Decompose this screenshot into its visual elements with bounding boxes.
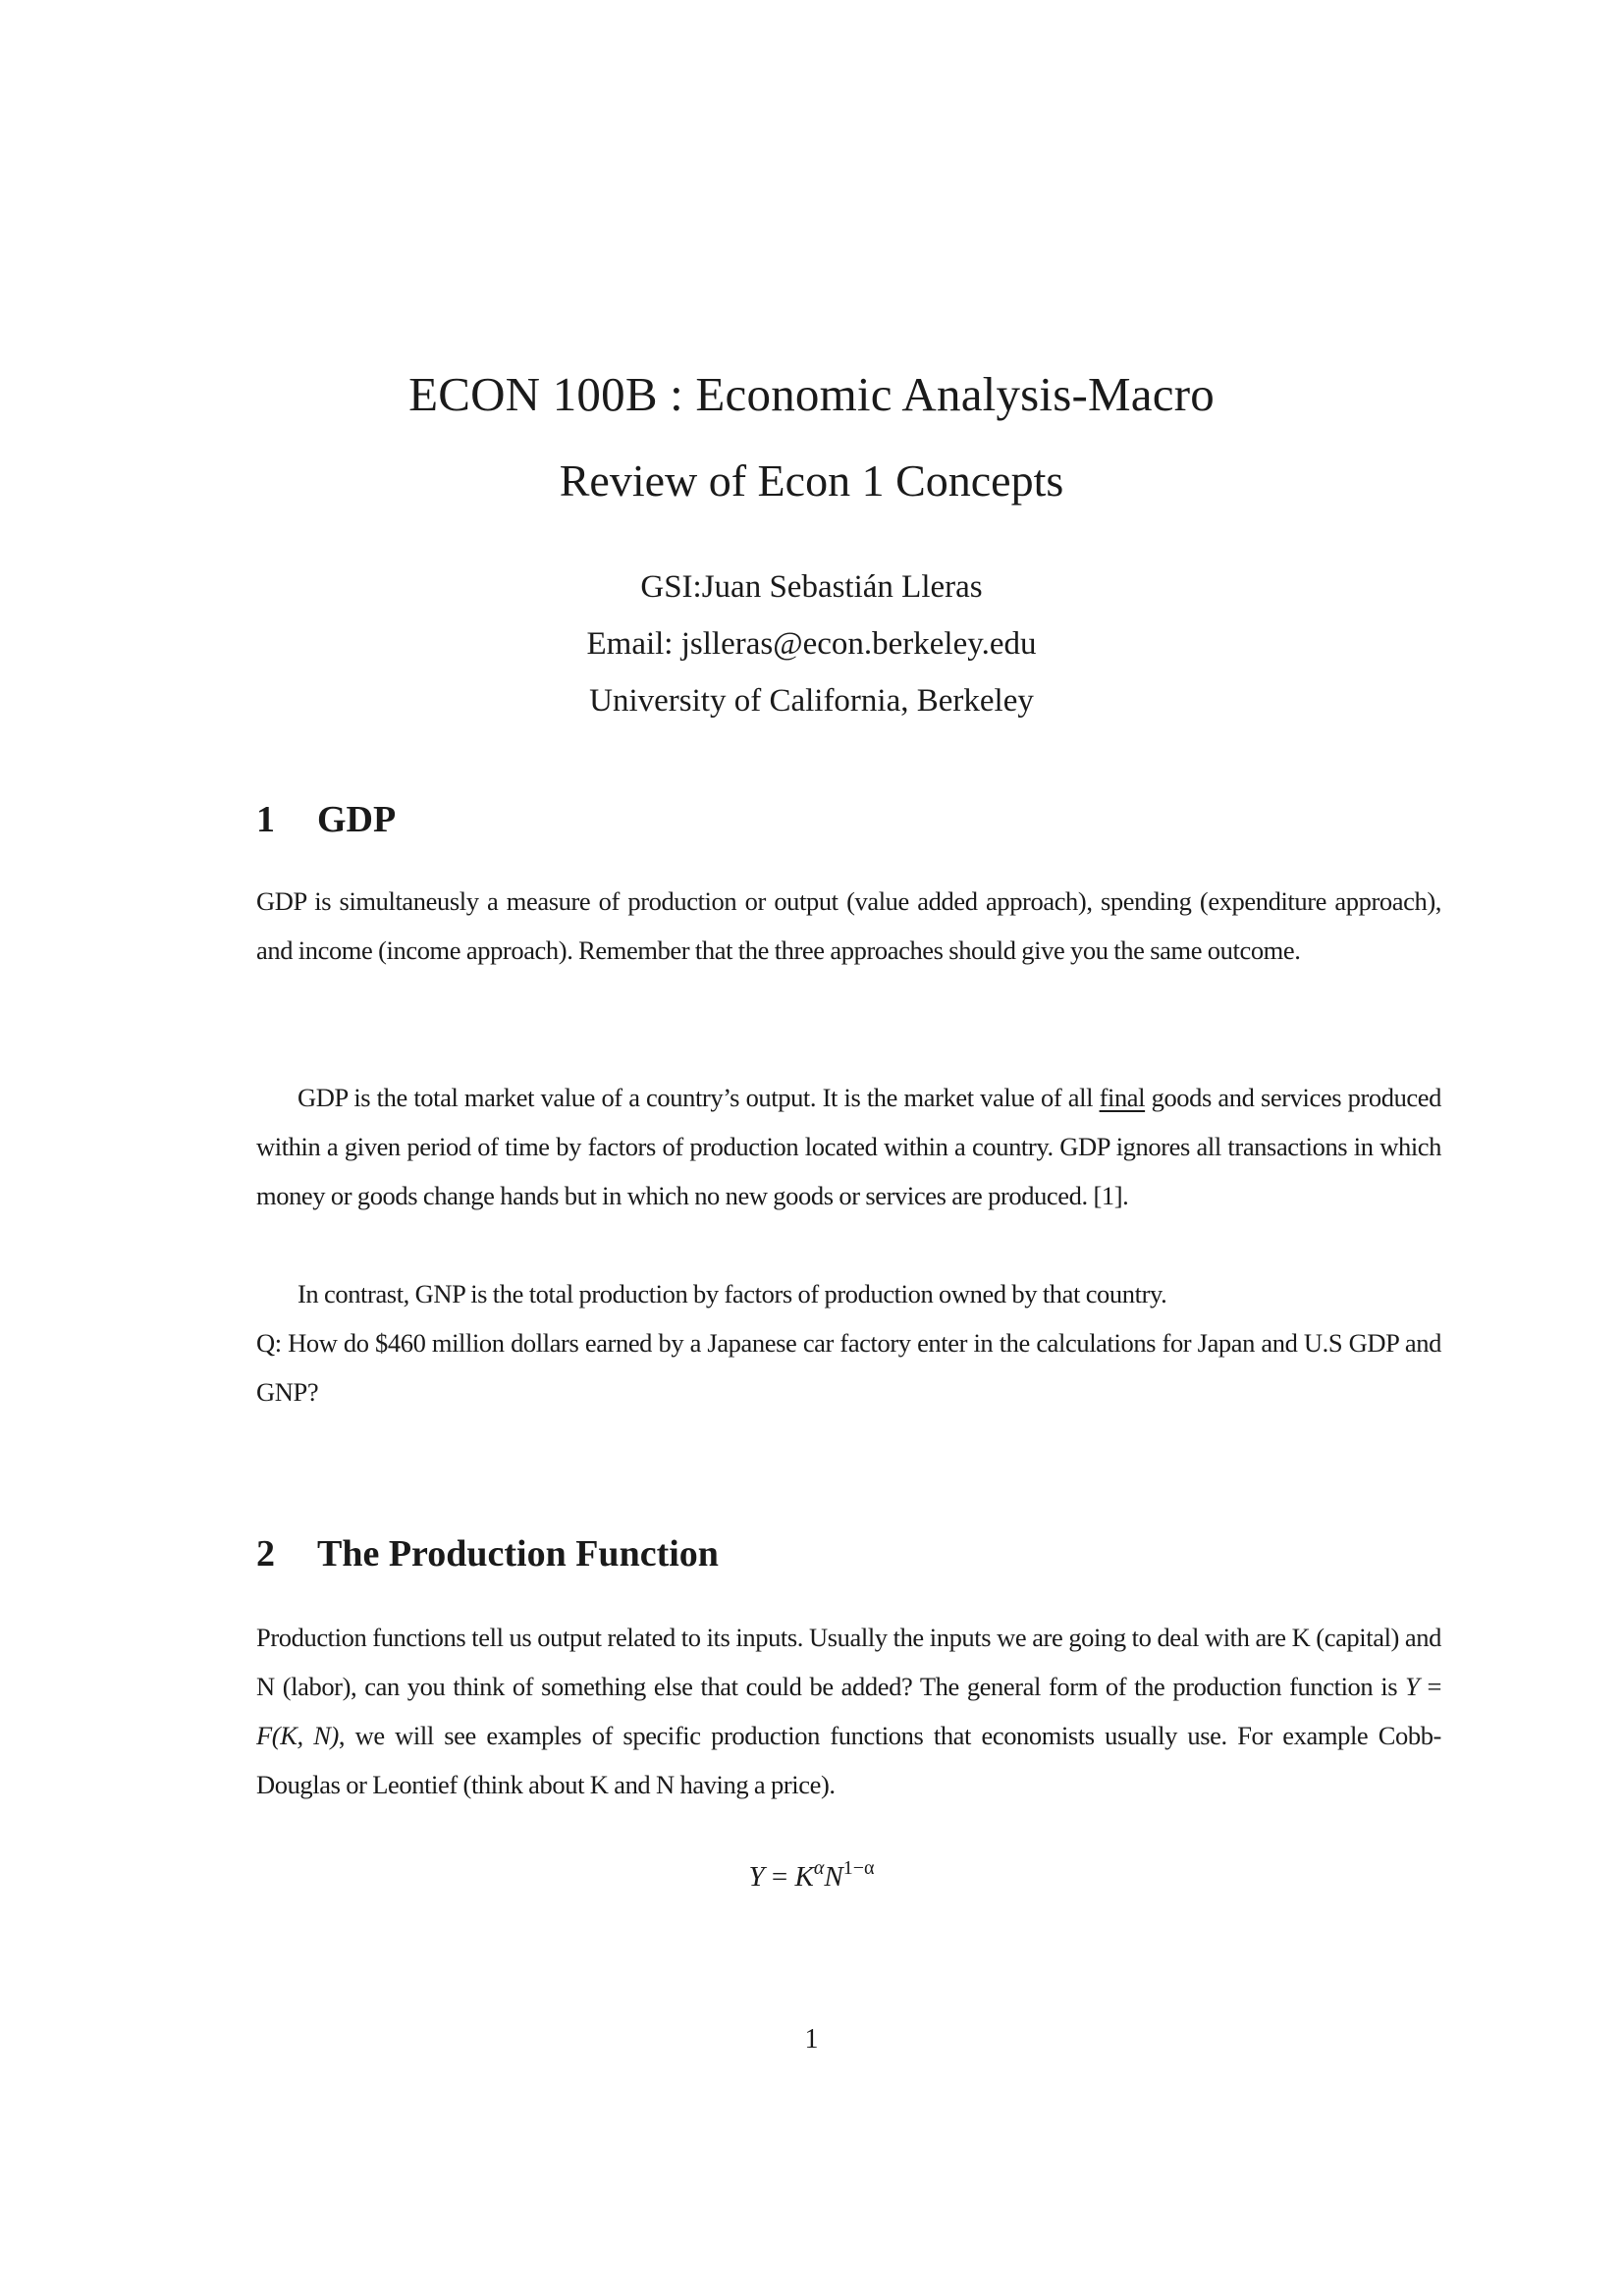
author-email: Email: jslleras@econ.berkeley.edu <box>586 626 1037 662</box>
section-title: The Production Function <box>317 1533 719 1575</box>
paragraph-gdp-definition: GDP is simultaneusly a measure of production or output (value added approach), spending (expenditure approach), and income (income approach). Remember that the three approaches should give you the same outcome. <box>256 886 1441 965</box>
paragraph-production-function <box>256 1613 1441 1809</box>
paragraph-gnp-line: In contrast, GNP is the total production by factors of production owned by that country. <box>298 1279 1167 1308</box>
formula-arguments: (K, N) <box>271 1721 339 1750</box>
formula-equals: = <box>1419 1672 1441 1701</box>
section-heading-production-function <box>256 1531 719 1576</box>
paragraph-text: Production functions tell us output related to its inputs. Usually the inputs we are going to deal with are K (capital) and N (labor), can you think of something else that could be added? The general form of the production function is <box>256 1623 1441 1701</box>
paragraph-gdp-market-value <box>256 1073 1441 1220</box>
document-title: ECON 100B : Economic Analysis-Macro <box>408 367 1215 421</box>
section-heading-gdp <box>256 797 396 842</box>
underlined-term: final <box>1099 1083 1146 1112</box>
equation-labor: N <box>824 1861 843 1893</box>
formula-symbol-y: Y <box>1405 1672 1420 1701</box>
equation-capital-exponent: α <box>813 1857 825 1879</box>
author-affiliation: University of California, Berkeley <box>589 683 1034 719</box>
equation-equals: = <box>764 1861 795 1893</box>
paragraph-text: , we will see examples of specific production functions that economists usually use. For example Cobb-Douglas or Leontief (think about K and N having a price). <box>256 1721 1441 1799</box>
cobb-douglas-equation <box>0 1857 1623 1896</box>
page-number: 1 <box>804 2024 819 2055</box>
paragraph-gnp-question <box>256 1269 1441 1416</box>
author-name: GSI:Juan Sebastián Lleras <box>640 569 983 605</box>
paragraph-question-line: Q: How do $460 million dollars earned by a Japanese car factory enter in the calculations for Japan and U.S GDP and GNP? <box>256 1328 1441 1407</box>
section-number: 1 <box>256 799 275 840</box>
section-title: GDP <box>317 799 397 840</box>
paragraph-text: GDP is the total market value of a country’s output. It is the market value of all <box>298 1083 1100 1112</box>
equation-labor-exponent: 1−α <box>842 1857 875 1879</box>
formula-symbol-f: F <box>256 1721 272 1750</box>
paragraph-text: goods and services produced within a given period of time by factors of production located within a country. GDP ignores all transactions in which money or goods change hands but in which no new goods or services are produced. [1]. <box>256 1083 1441 1210</box>
document-subtitle: Review of Econ 1 Concepts <box>559 455 1064 506</box>
equation-capital: K <box>794 1861 814 1893</box>
equation-lhs: Y <box>748 1861 765 1893</box>
section-number: 2 <box>256 1533 275 1575</box>
